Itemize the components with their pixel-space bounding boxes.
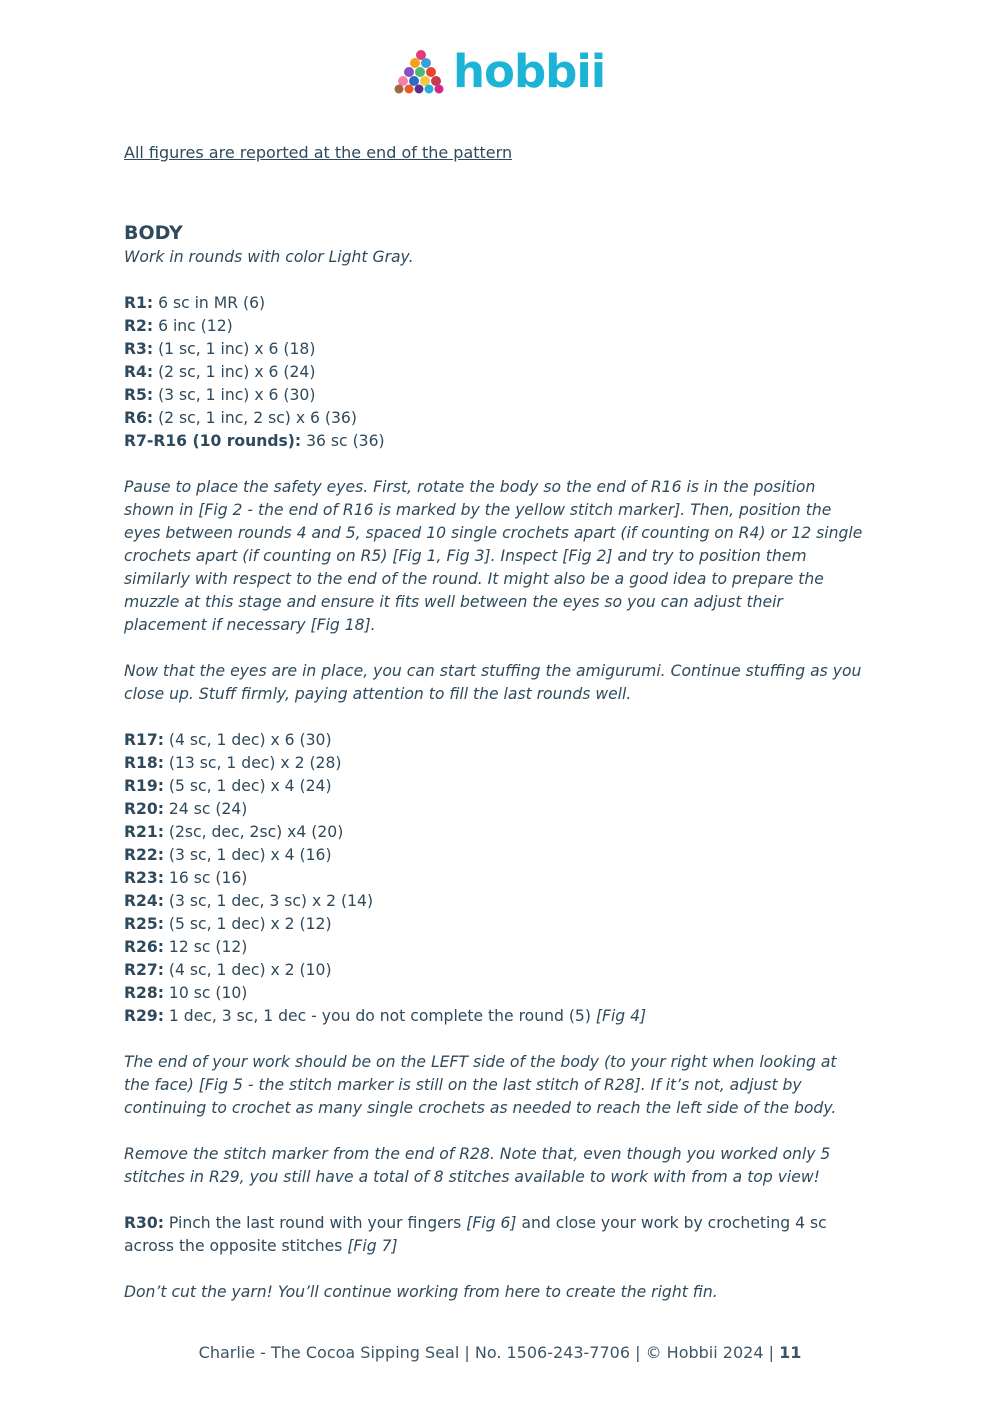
round-line: R26: 12 sc (12) <box>124 938 248 956</box>
round-line: R1: 6 sc in MR (6) <box>124 294 266 312</box>
section-title: BODY <box>124 222 183 244</box>
round-line: R21: (2sc, dec, 2sc) x4 (20) <box>124 823 344 841</box>
round-line: R4: (2 sc, 1 inc) x 6 (24) <box>124 363 316 381</box>
final-note: Don’t cut the yarn! You’ll continue working from here to create the right fin. <box>124 1283 718 1301</box>
round-line: R6: (2 sc, 1 inc, 2 sc) x 6 (36) <box>124 409 357 427</box>
round-line-r29: R29: 1 dec, 3 sc, 1 dec - you do not complete the round (5) [Fig 4] <box>124 1007 647 1025</box>
footer-text: Charlie - The Cocoa Sipping Seal | No. 1506-243-7706 | © Hobbii 2024 | <box>198 1343 774 1362</box>
round-line: R28: 10 sc (10) <box>124 984 248 1002</box>
round-line: R23: 16 sc (16) <box>124 869 248 887</box>
round-line: R19: (5 sc, 1 dec) x 4 (24) <box>124 777 332 795</box>
page-number: 11 <box>779 1343 802 1362</box>
marker-instructions: Remove the stitch marker from the end of R28. Note that, even though you worked only 5 stitches in R29, you still have a total of 8 stitches available to work with from a top view! <box>124 1145 831 1186</box>
brand-wordmark: hobbii <box>453 44 606 98</box>
round-line: R3: (1 sc, 1 inc) x 6 (18) <box>124 340 316 358</box>
yarn-pyramid-icon <box>393 48 449 94</box>
round-line: R22: (3 sc, 1 dec) x 4 (16) <box>124 846 332 864</box>
fig-reference: [Fig 4] <box>595 1007 647 1025</box>
round-line: R17: (4 sc, 1 dec) x 6 (30) <box>124 731 332 749</box>
eyes-instructions: Pause to place the safety eyes. First, rotate the body so the end of R16 is in the position shown in [Fig 2 - the end of R16 is marked by the yellow stitch marker]. Then, position the eyes between rounds 4 and 5, spaced 10 single crochets apart (if counting on R4) or 12 single crochets apart (if counting on R5) [Fig 1, Fig 3]. Inspect [Fig 2] and try to position them similarly with respect to the end of the round. It might also be a good idea to prepare the muzzle at this stage and ensure it fits well between the eyes so you can adjust their placement if necessary [Fig 18]. <box>124 478 863 634</box>
round-line: R25: (5 sc, 1 dec) x 2 (12) <box>124 915 332 933</box>
section-note: Work in rounds with color Light Gray. <box>124 248 414 266</box>
round-line: R20: 24 sc (24) <box>124 800 248 818</box>
pattern-content <box>124 220 864 1304</box>
rounds-list-b <box>124 729 864 1028</box>
figures-note-link[interactable]: All figures are reported at the end of the pattern <box>124 143 513 162</box>
fig-reference: [Fig 6] <box>466 1214 517 1232</box>
end-position-instructions: The end of your work should be on the LEFT side of the body (to your right when looking at the face) [Fig 5 - the stitch marker is still on the last stitch of R28]. If it’s not, adjust by continuing to crochet as many single crochets as needed to reach the left side of the body. <box>124 1053 837 1117</box>
round-line: R24: (3 sc, 1 dec, 3 sc) x 2 (14) <box>124 892 374 910</box>
round-line: R5: (3 sc, 1 inc) x 6 (30) <box>124 386 316 404</box>
round-line-r30: R30: Pinch the last round with your fingers [Fig 6] and close your work by crocheting 4 sc across the opposite stitches [Fig 7] <box>124 1214 827 1255</box>
page-footer <box>0 1343 1000 1362</box>
brand-logo <box>393 44 613 98</box>
rounds-list-a <box>124 292 864 453</box>
stuffing-instructions: Now that the eyes are in place, you can start stuffing the amigurumi. Continue stuffing as you close up. Stuff firmly, paying attention to fill the last rounds well. <box>124 662 862 703</box>
round-line: R27: (4 sc, 1 dec) x 2 (10) <box>124 961 332 979</box>
round-line: R2: 6 inc (12) <box>124 317 233 335</box>
round-line: R18: (13 sc, 1 dec) x 2 (28) <box>124 754 342 772</box>
fig-reference: [Fig 7] <box>347 1237 398 1255</box>
round-line: R7-R16 (10 rounds): 36 sc (36) <box>124 432 385 450</box>
